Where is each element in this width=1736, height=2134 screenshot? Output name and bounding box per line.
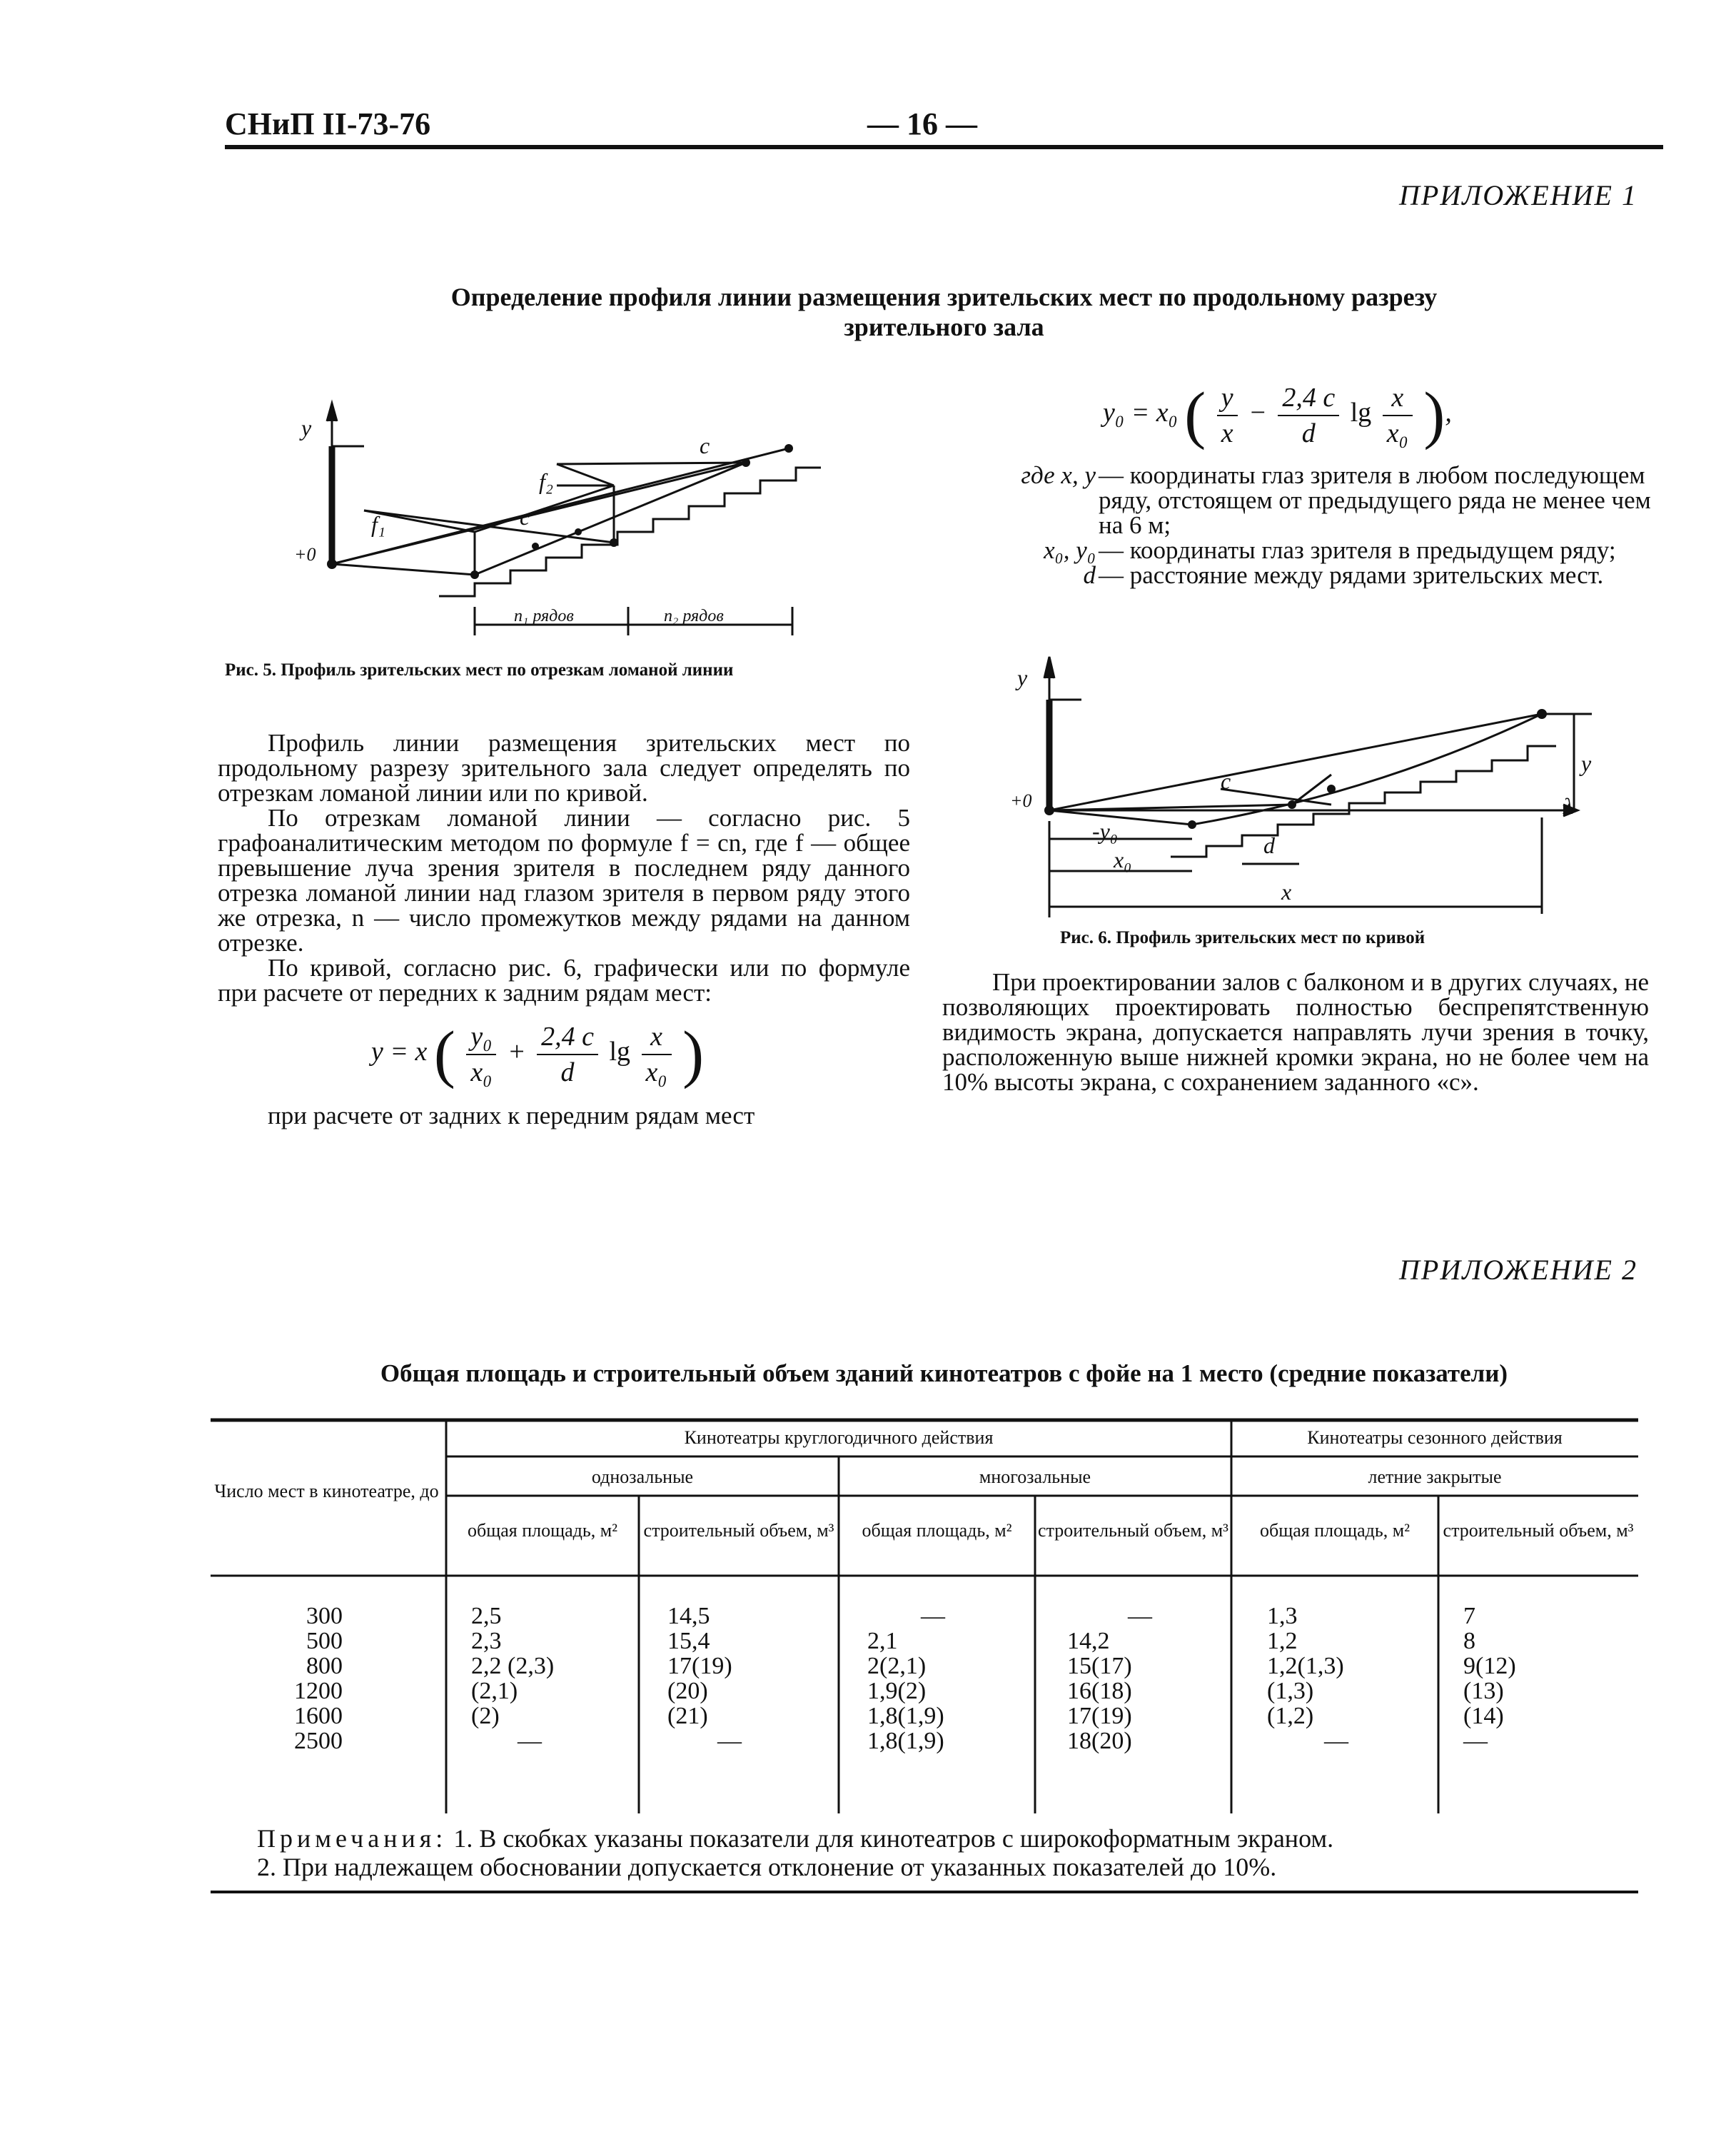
data-table xyxy=(211,1417,1638,1813)
fig5-y-label: y xyxy=(301,415,312,441)
table-cell: 8 xyxy=(1463,1628,1475,1654)
bottom-rule xyxy=(211,1891,1638,1893)
table-cell-seats: 1200 xyxy=(294,1678,343,1704)
table-row xyxy=(211,1678,1638,1703)
table-cell: 2(2,1) xyxy=(867,1653,927,1679)
table-cell-seats: 2500 xyxy=(294,1728,343,1754)
table-group-seasonal: Кинотеатры сезонного действия xyxy=(1307,1427,1563,1448)
formula-y-frac2-num: 2,4 c xyxy=(537,1021,598,1055)
table-cell: 2,3 xyxy=(471,1628,502,1654)
formula-y0-frac3-num: x xyxy=(1383,382,1413,416)
formula-y-lhs: y = x xyxy=(371,1037,428,1067)
table-cell: 1,8(1,9) xyxy=(867,1728,944,1754)
table-cell: (20) xyxy=(667,1678,708,1704)
fig5-f1-label: f₁ xyxy=(371,511,386,537)
table-cell: — xyxy=(1324,1728,1348,1754)
definition-symbol: d xyxy=(1083,561,1096,589)
table-cell: (2) xyxy=(471,1703,500,1729)
table-cell: 16(18) xyxy=(1067,1678,1132,1704)
formula-y0-frac2-num: 2,4 c xyxy=(1278,382,1339,416)
table-cell: 2,5 xyxy=(471,1603,502,1629)
appendix-1-label: ПРИЛОЖЕНИЕ 1 xyxy=(1399,179,1637,211)
note-1: 1. В скобках указаны показатели для кинотеатров с широкоформатным экраном. xyxy=(447,1824,1334,1853)
formula-note: при расчете от задних к передним рядам мест xyxy=(268,1102,755,1129)
formula-y: y = x ( $\frac{\text{y₀}}{\text{x₀}}$ + $\frac{2,4 c}{d}$ lg $\frac{x}{\text{x₀}}$ ) xyxy=(371,1019,705,1089)
table-cell: 17(19) xyxy=(667,1653,732,1679)
fig6-x-label: x xyxy=(1281,879,1292,905)
left-paragraph-3: По кривой, согласно рис. 6, графически или по формуле при расчете от передних к задним рядам мест: xyxy=(218,954,910,1007)
table-cell: — xyxy=(1128,1603,1152,1629)
table-cell-seats: 800 xyxy=(306,1653,343,1679)
formula-y-frac1-den: x₀ xyxy=(470,1057,493,1087)
table-cell: 1,8(1,9) xyxy=(867,1703,944,1729)
table-cell: 18(20) xyxy=(1067,1728,1132,1754)
table-notes xyxy=(257,1824,1642,1881)
right-body-text xyxy=(942,970,1649,1094)
table-sub-summer-closed: летние закрытые xyxy=(1368,1466,1502,1487)
table-sub-multi-hall: многозальные xyxy=(979,1466,1091,1487)
left-paragraph-1: Профиль линии размещения зрительских мест по продольному разрезу зрительного зала следует определять по отрезкам ломаной линии или по кривой. xyxy=(218,729,910,807)
formula-y-op: + xyxy=(507,1037,526,1067)
right-paragraph-1: При проектировании залов с балконом и в других случаях, не позволяющих проектировать полностью беспрепятственную видимость экрана, допускается направлять лучи зрения в точку, расположенную выше нижней кромки экрана, но не более чем на 10% высоты экрана, с сохранением заданного «с». xyxy=(942,968,1649,1096)
appendix-2-title: Общая площадь и строительный объем зданий кинотеатров с фойе на 1 место (средние показатели) xyxy=(380,1359,1508,1387)
table-cell: 2,2 (2,3) xyxy=(471,1653,555,1679)
header-rule xyxy=(225,145,1663,149)
table-stub-header: Число мест в кинотеатре, до xyxy=(214,1481,439,1501)
formula-y0-frac3-den: x₀ xyxy=(1386,418,1408,448)
appendix-1-title-line2: зрительного зала xyxy=(844,313,1044,341)
formula-y0-frac2-den: d xyxy=(1301,418,1316,448)
definition-text: — координаты глаз зрителя в предыдущем ряду; xyxy=(1099,536,1616,564)
fig5-n2-label: n₂ рядов xyxy=(664,607,724,625)
note-2: 2. При надлежащем обосновании допускается отклонение от указанных показателей до 10%. xyxy=(257,1853,1277,1881)
page-number: — 16 — xyxy=(867,106,977,141)
table-col-area: общая площадь, м² xyxy=(467,1520,618,1541)
fig5-c1-label: c xyxy=(520,504,530,530)
figure-6-caption: Рис. 6. Профиль зрительских мест по кривой xyxy=(1060,928,1425,947)
formula-y0: y₀ = x₀ ( $\frac{y}{x}$ − $\frac{2,4 c}{d}$ lg $\frac{x}{\text{x₀}}$ ), xyxy=(1103,380,1452,451)
formula-y-frac2-den: d xyxy=(560,1057,575,1087)
figure-5-broken-line-profile xyxy=(278,396,821,643)
formula-y-frac3-den: x₀ xyxy=(645,1057,667,1087)
fig6-zero-label: +0 xyxy=(1010,790,1032,811)
definition-row xyxy=(957,463,1652,538)
table-cell: 15,4 xyxy=(667,1628,710,1654)
table-col-volume: строительный объем, м³ xyxy=(1038,1520,1228,1541)
table-cell: — xyxy=(1463,1728,1488,1754)
table-row xyxy=(211,1703,1638,1728)
table-col-volume: строительный объем, м³ xyxy=(1443,1520,1634,1541)
fig5-f2-label: f₂ xyxy=(539,468,554,494)
table-row xyxy=(211,1653,1638,1678)
table-cell: 1,2(1,3) xyxy=(1267,1653,1344,1679)
table-cell: (1,2) xyxy=(1267,1703,1314,1729)
table-cell: 9(12) xyxy=(1463,1653,1516,1679)
table-cell: (13) xyxy=(1463,1678,1504,1704)
fig6-d-label: d xyxy=(1263,832,1275,858)
fig5-zero-label: +0 xyxy=(294,544,316,565)
formula-y-lg: lg xyxy=(609,1037,631,1067)
definition-row xyxy=(957,538,1652,563)
table-cell: 1,3 xyxy=(1267,1603,1298,1629)
table-col-area: общая площадь, м² xyxy=(1259,1520,1410,1541)
left-body-text xyxy=(218,730,910,1005)
table-cell: 1,9(2) xyxy=(867,1678,927,1704)
fig5-c2-label: c xyxy=(700,433,710,458)
table-row xyxy=(211,1628,1638,1653)
fig6-x-axis-label: λ xyxy=(1563,793,1573,819)
table-cell-seats: 500 xyxy=(306,1628,343,1654)
table-cell: 1,2 xyxy=(1267,1628,1298,1654)
fig6-c-label: c xyxy=(1221,768,1231,794)
note-line-1 xyxy=(257,1824,1642,1853)
notes-lead: Примечания: xyxy=(257,1824,448,1853)
definition-row xyxy=(957,563,1652,588)
figure-6-curve-profile xyxy=(1006,646,1592,921)
table-sub-single-hall: однозальные xyxy=(591,1466,694,1487)
table-cell: — xyxy=(921,1603,945,1629)
table-row xyxy=(211,1603,1638,1628)
fig6-y-label: y xyxy=(1017,665,1028,690)
definition-symbol: x₀, y₀ xyxy=(1044,536,1096,564)
appendix-2-label: ПРИЛОЖЕНИЕ 2 xyxy=(1399,1254,1637,1286)
table-col-volume: строительный объем, м³ xyxy=(643,1520,834,1541)
table-cell: (1,3) xyxy=(1267,1678,1314,1704)
formula-y0-lg: lg xyxy=(1350,398,1372,428)
formula-y-frac3-num: x xyxy=(642,1021,672,1055)
appendix-1-title xyxy=(225,282,1663,342)
table-cell: 17(19) xyxy=(1067,1703,1132,1729)
table-cell: — xyxy=(518,1728,542,1754)
definition-symbol: где x, y xyxy=(1021,461,1096,489)
table-cell-seats: 1600 xyxy=(294,1703,343,1729)
table-cell: (21) xyxy=(667,1703,708,1729)
table-cell: 14,5 xyxy=(667,1603,710,1629)
figure-5-caption: Рис. 5. Профиль зрительских мест по отрезкам ломаной линии xyxy=(225,660,734,680)
formula-y0-frac1-num: y xyxy=(1217,382,1238,416)
table-cell: (2,1) xyxy=(471,1678,518,1704)
appendix-1-title-line1: Определение профиля линии размещения зрительских мест по продольному разрезу xyxy=(450,283,1438,311)
formula-y0-frac1-den: x xyxy=(1221,418,1233,448)
table-cell: — xyxy=(717,1728,742,1754)
table-col-area: общая площадь, м² xyxy=(862,1520,1012,1541)
table-group-year-round: Кинотеатры круглогодичного действия xyxy=(684,1427,994,1448)
formula-definitions xyxy=(957,463,1652,588)
formula-y0-end: , xyxy=(1445,398,1452,428)
formula-y0-op: − xyxy=(1248,398,1267,428)
table-cell-seats: 300 xyxy=(306,1603,343,1629)
table-row xyxy=(211,1728,1638,1753)
table-cell: 7 xyxy=(1463,1603,1475,1629)
definition-text: — координаты глаз зрителя в любом последующем ряду, отстоящем от предыдущего ряда не менее чем на 6 м; xyxy=(1099,461,1651,539)
left-paragraph-2: По отрезкам ломаной линии — согласно рис. 5 графоаналитическим методом по формуле f = cn, где f — общее превышение луча зрения зрителя в последнем ряду данного отрезка ломаной линии над глазом зрителя в первом ряду этого же отрезка, n — число промежутков между рядами на данном отрезке. xyxy=(218,804,910,957)
document-code: СНиП II-73-76 xyxy=(225,106,431,141)
table-cell: 2,1 xyxy=(867,1628,898,1654)
formula-y-frac1-num: y₀ xyxy=(466,1021,496,1055)
fig6-y-dim-label: y xyxy=(1581,750,1592,776)
table-cell: (14) xyxy=(1463,1703,1504,1729)
fig6-y0-label: -y₀ xyxy=(1092,818,1118,844)
fig5-n1-label: n₁ рядов xyxy=(514,607,574,625)
table-cell: 15(17) xyxy=(1067,1653,1132,1679)
table-cell: 14,2 xyxy=(1067,1628,1110,1654)
definition-text: — расстояние между рядами зрительских мест. xyxy=(1099,561,1604,589)
formula-y0-lhs: y₀ = x₀ xyxy=(1103,398,1178,428)
fig6-x0-label: x₀ xyxy=(1114,847,1132,872)
